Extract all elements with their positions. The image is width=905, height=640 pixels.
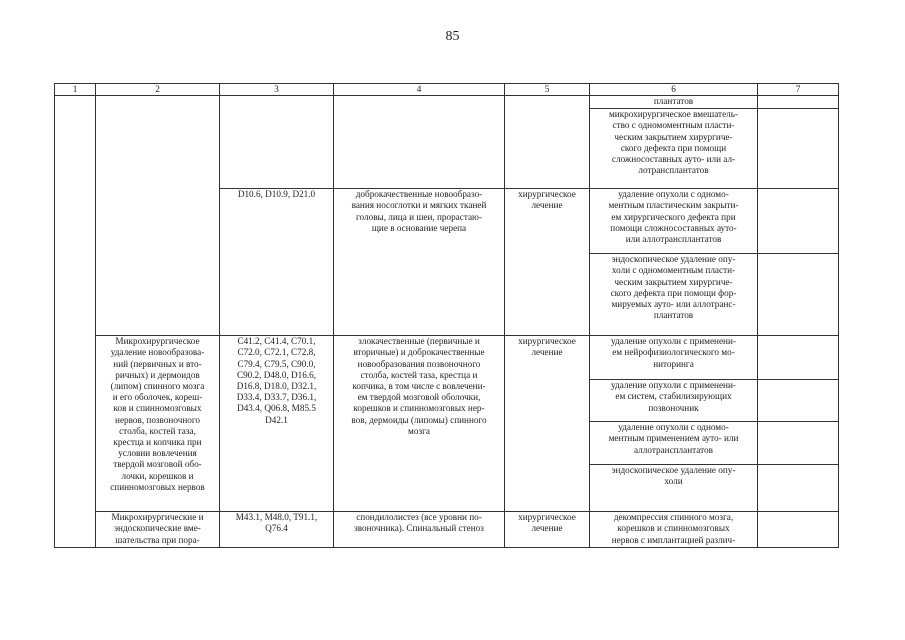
text-line: аллотрансплантатов xyxy=(634,444,713,455)
text-line: позвоночник xyxy=(648,402,699,413)
cell-col5 xyxy=(505,96,590,189)
col-header-7: 7 xyxy=(758,84,839,96)
text-line: ского дефекта при помощи xyxy=(620,142,727,153)
text-line: эндоскопическое удаление опу- xyxy=(611,254,736,265)
col-header-3: 3 xyxy=(220,84,334,96)
text-line: ментным пластическим закрыти- xyxy=(608,200,739,211)
text-line: щие в основание черепа xyxy=(371,222,467,233)
text-line: лочки, корешков и xyxy=(121,470,194,481)
text-line: крестца и копчика при xyxy=(113,437,202,448)
cell-method xyxy=(590,109,758,189)
text-line: копчика, в том числе с вовлечени- xyxy=(352,381,486,392)
cell-treatment-type xyxy=(505,512,590,548)
table-row xyxy=(55,336,839,380)
page-number: 85 xyxy=(445,29,460,44)
text-line: нервов, позвоночного xyxy=(115,414,200,425)
cell-col7 xyxy=(758,336,839,380)
text-line: ческим закрытием хирургиче- xyxy=(614,276,733,287)
text-line: хирургическое xyxy=(518,189,576,200)
cell-treatment-type xyxy=(505,189,590,336)
text-line: спондилолистез (все уровни по- xyxy=(356,512,482,523)
cell-treatment-type xyxy=(505,336,590,512)
text-line: микрохирургическое вмешатель- xyxy=(608,109,738,120)
col-header-5: 5 xyxy=(505,84,590,96)
cell-col7 xyxy=(758,254,839,336)
cell-col7 xyxy=(758,109,839,189)
col-header-2: 2 xyxy=(96,84,220,96)
text-line: помощи сложносоставных ауто- xyxy=(610,222,737,233)
cell-col1 xyxy=(55,96,96,548)
text-line: хирургическое xyxy=(518,336,576,347)
text-line: декомпрессия спинного мозга, xyxy=(613,512,734,523)
text-line: D10.6, D10.9, D21.0 xyxy=(237,189,316,200)
col-header-6: 6 xyxy=(590,84,758,96)
text-line: и его оболочек, кореш- xyxy=(112,392,203,403)
cell-col3 xyxy=(220,96,334,189)
cell-method xyxy=(590,336,758,380)
col-header-4: 4 xyxy=(334,84,505,96)
cell-method xyxy=(590,189,758,254)
text-line: новообразования позвоночного xyxy=(357,358,481,369)
cell-col7 xyxy=(758,422,839,465)
text-line: холи xyxy=(664,476,683,487)
text-line: Q76.4 xyxy=(265,523,288,534)
text-line: вторичные) и доброкачественные xyxy=(353,347,485,358)
cell-col7 xyxy=(758,465,839,512)
text-line: C90.2, D48.0, D16.6, xyxy=(236,369,317,380)
cell-method xyxy=(590,512,758,548)
cell-method xyxy=(590,422,758,465)
text-line: твердой мозговой обо- xyxy=(113,459,202,470)
text-line: Микрохирургическое xyxy=(115,336,200,347)
text-line: ческим закрытием хирургиче- xyxy=(614,131,733,142)
cell-method xyxy=(590,465,758,512)
text-line: лечение xyxy=(531,347,563,358)
cell-col4 xyxy=(334,96,505,189)
text-line: ричных) и дермоидов xyxy=(115,369,200,380)
text-line: вания носоглотки и мягких тканей xyxy=(351,200,487,211)
text-line: злокачественные (первичные и xyxy=(358,336,480,347)
text-line: ем хирургического дефекта при xyxy=(611,211,736,222)
text-line: лечение xyxy=(531,523,563,534)
text-line: D16.8, D18.0, D32.1, xyxy=(236,381,317,392)
cell-col7 xyxy=(758,380,839,422)
text-line: эндоскопические вме- xyxy=(114,523,201,534)
text-line: корешков и спинномозговых xyxy=(617,523,730,534)
cell-method xyxy=(590,96,758,109)
text-line: спинномозговых нервов xyxy=(110,481,205,492)
cell-diagnosis xyxy=(334,336,505,512)
cell-col7 xyxy=(758,189,839,254)
text-line: ков и спинномозговых xyxy=(113,403,202,414)
text-line: ство с одномоментным пласти- xyxy=(612,120,735,131)
table-row xyxy=(55,96,839,109)
cell-procedure-name xyxy=(96,336,220,512)
cell-col7 xyxy=(758,96,839,109)
text-line: столба, костей таза, крестца и xyxy=(360,369,478,380)
cell-diagnosis xyxy=(334,189,505,336)
cell-col7 xyxy=(758,512,839,548)
text-line: M43.1, M48.0, T91.1, xyxy=(235,512,318,523)
text-line: ского дефекта при помощи фор- xyxy=(610,287,737,298)
cell-procedure-name xyxy=(96,512,220,548)
text-line: удаление опухоли с одномо- xyxy=(618,422,729,433)
text-line: плантатов xyxy=(653,96,694,107)
text-line: ментным применением ауто- или xyxy=(608,433,739,444)
text-line: условии вовлечения xyxy=(118,448,197,459)
cell-method xyxy=(590,380,758,422)
cell-col2 xyxy=(96,96,220,336)
text-line: ем систем, стабилизирующих xyxy=(615,391,732,402)
text-line: эндоскопическое удаление опу- xyxy=(611,465,736,476)
text-line: доброкачественные новообразо- xyxy=(355,189,483,200)
text-line: C79.4, C79.5, C90.0, xyxy=(237,358,316,369)
text-line: D33.4, D33.7, D36.1, xyxy=(236,392,317,403)
text-line: хирургическое xyxy=(518,512,576,523)
text-line: сложносоставных ауто- или ал- xyxy=(611,154,736,165)
cell-icd-codes xyxy=(220,336,334,512)
text-line: лотрансплантатов xyxy=(638,165,709,176)
cell-diagnosis xyxy=(334,512,505,548)
text-line: нервов с имплантацией различ- xyxy=(611,534,736,545)
text-line: D42.1 xyxy=(265,414,288,425)
procedures-table xyxy=(54,83,839,548)
text-line: ем твердой мозговой оболочки, xyxy=(357,392,481,403)
text-line: вов, дермоиды (липомы) спинного xyxy=(351,414,487,425)
cell-icd-codes xyxy=(220,512,334,548)
text-line: лечение xyxy=(531,200,563,211)
table-row xyxy=(55,512,839,548)
text-line: C41.2, C41.4, C70.1, xyxy=(237,336,316,347)
text-line: или аллотрансплантатов xyxy=(625,234,722,245)
text-line: D43.4, Q06.8, M85.5 xyxy=(237,403,316,414)
text-line: шательства при пора- xyxy=(115,534,200,545)
cell-icd-codes xyxy=(220,189,334,336)
text-line: удаление опухоли с применени- xyxy=(611,380,736,391)
text-line: столба, костей таза, xyxy=(119,425,196,436)
text-line: Микрохирургические и xyxy=(111,512,204,523)
text-line: мируемых ауто- или аллотранс- xyxy=(611,299,736,310)
text-line: ний (первичных и вто- xyxy=(113,358,202,369)
text-line: корешков и спинномозговых нер- xyxy=(353,403,485,414)
text-line: звоночника). Спинальный стеноз xyxy=(354,523,484,534)
cell-method xyxy=(590,254,758,336)
text-line: холи с одномоментным пласти- xyxy=(611,265,736,276)
col-header-1: 1 xyxy=(55,84,96,96)
text-line: головы, лица и шеи, прорастаю- xyxy=(356,211,482,222)
header-row xyxy=(55,84,839,96)
text-line: мозга xyxy=(408,425,430,436)
text-line: ем нейрофизиологического мо- xyxy=(612,347,735,358)
text-line: C72.0, C72.1, C72.8, xyxy=(237,347,316,358)
text-line: ниторинга xyxy=(653,358,694,369)
text-line: удаление новообразова- xyxy=(110,347,205,358)
text-line: удаление опухоли с одномо- xyxy=(618,189,729,200)
text-line: (липом) спинного мозга xyxy=(110,381,205,392)
text-line: плантатов xyxy=(653,310,694,321)
text-line: удаление опухоли с применени- xyxy=(611,336,736,347)
